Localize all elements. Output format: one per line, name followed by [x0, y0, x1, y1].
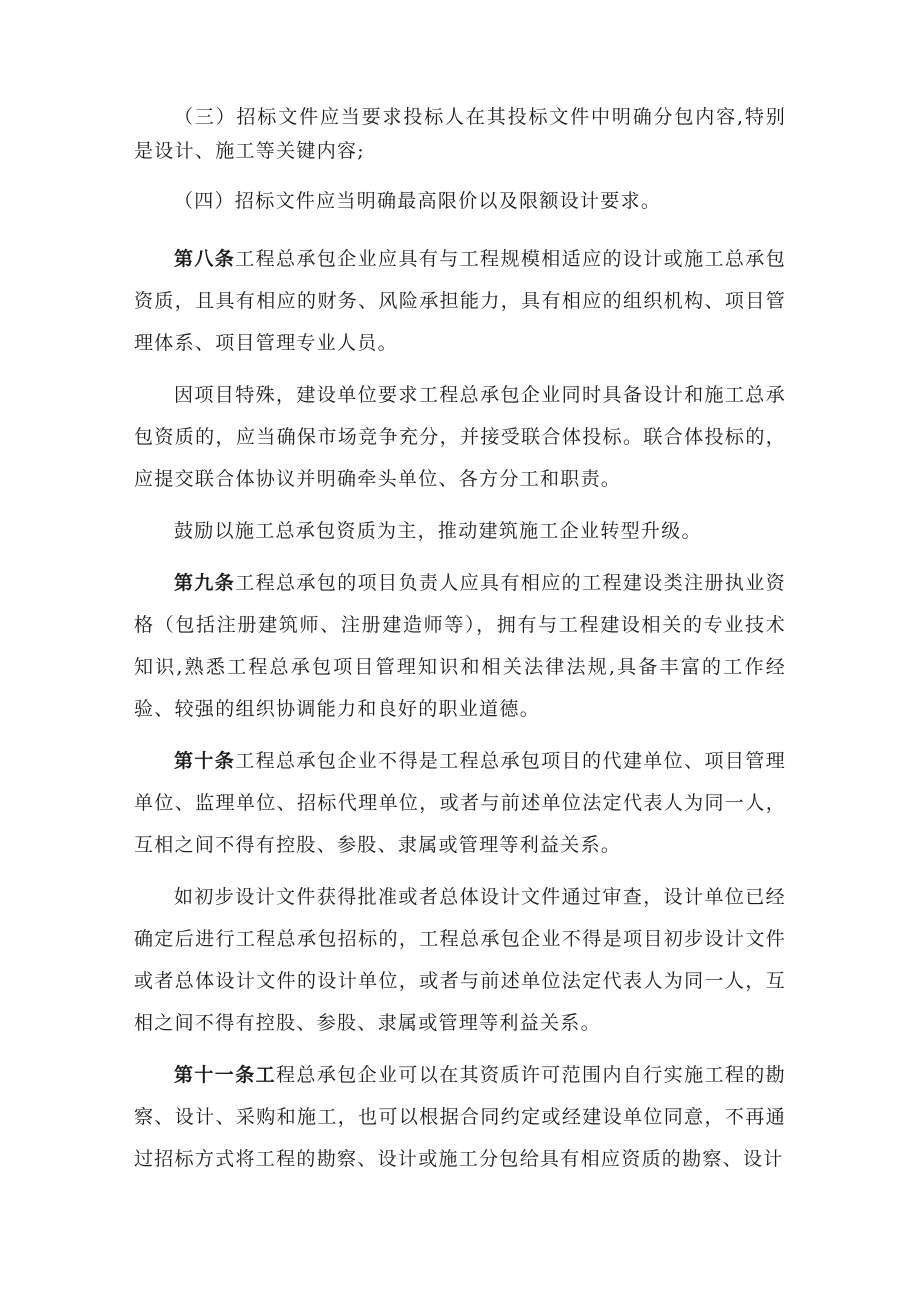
paragraph-item-4	[134, 180, 786, 222]
article-10-paragraph-2	[134, 876, 786, 1044]
article-8-paragraph-3	[134, 510, 786, 552]
paragraph-text: 工程总承包的项目负责人应具有相应的工程建设类注册执业资格（包括注册建筑师、注册建造师等），拥有与工程建设相关的专业技术知识,熟悉工程总承包项目管理知识和相关法律法规,具备丰富的工作经验、较强的组织协调能力和良好的职业道德。	[134, 572, 786, 720]
article-10	[134, 740, 786, 866]
document-page	[134, 100, 786, 1190]
paragraph-text: （四）招标文件应当明确最高限价以及限额设计要求。	[174, 190, 662, 212]
article-8	[134, 238, 786, 364]
paragraph-text: 鼓励以施工总承包资质为主，推动建筑施工企业转型升级。	[174, 520, 702, 542]
article-11	[134, 1054, 786, 1180]
article-8-paragraph-2	[134, 374, 786, 500]
article-label: 第十一条工	[174, 1064, 277, 1086]
article-9	[134, 562, 786, 730]
paragraph-text: 程总承包企业可以在其资质许可范围内自行实施工程的勘察、设计、采购和施工，也可以根据合同约定或经建设单位同意，不再通过招标方式将工程的勘察、设计或施工分包给具有相应资质的勘察、设计	[134, 1064, 786, 1170]
article-label: 第八条	[174, 248, 236, 270]
paragraph-text: 工程总承包企业不得是工程总承包项目的代建单位、项目管理单位、监理单位、招标代理单位，或者与前述单位法定代表人为同一人，互相之间不得有控股、参股、隶属或管理等利益关系。	[134, 750, 786, 856]
paragraph-text: 工程总承包企业应具有与工程规模相适应的设计或施工总承包资质，且具有相应的财务、风险承担能力，具有相应的组织机构、项目管理体系、项目管理专业人员。	[134, 248, 786, 354]
paragraph-item-3	[134, 100, 786, 168]
paragraph-text: （三）招标文件应当要求投标人在其投标文件中明确分包内容,特别是设计、施工等关键内容;	[134, 106, 786, 162]
article-label: 第九条	[174, 572, 236, 594]
paragraph-text: 如初步设计文件获得批准或者总体设计文件通过审查，设计单位已经确定后进行工程总承包招标的，工程总承包企业不得是项目初步设计文件或者总体设计文件的设计单位，或者与前述单位法定代表人为同一人，互相之间不得有控股、参股、隶属或管理等利益关系。	[134, 886, 786, 1034]
article-label: 第十条	[174, 750, 236, 772]
paragraph-text: 因项目特殊，建设单位要求工程总承包企业同时具备设计和施工总承包资质的，应当确保市场竞争充分，并接受联合体投标。联合体投标的，应提交联合体协议并明确牵头单位、各方分工和职责。	[134, 384, 786, 490]
